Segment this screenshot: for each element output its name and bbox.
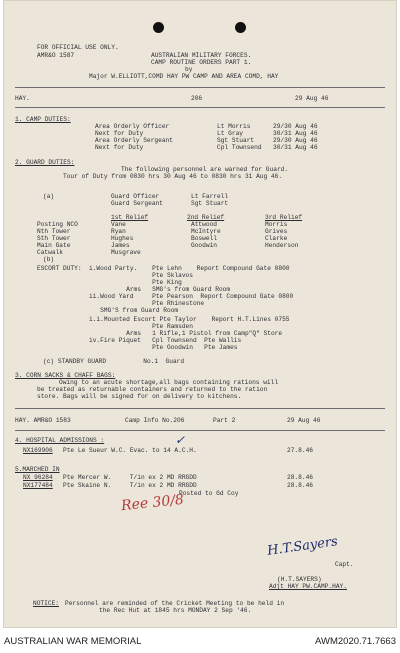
escort-line: SMG'S from Guard Room bbox=[89, 307, 179, 314]
divider bbox=[15, 430, 385, 431]
duty-name: Lt Morris bbox=[217, 123, 251, 130]
marched-date: 28.8.46 bbox=[287, 474, 313, 481]
marched-entry: Pte Skaine N. T/in ex 2 MD RRGDD bbox=[63, 482, 197, 489]
relief-header: 3rd Relief bbox=[265, 214, 303, 221]
signature-rank: Capt. bbox=[335, 561, 354, 568]
divider bbox=[15, 107, 385, 108]
guard-officer: Lt Farrell bbox=[191, 193, 229, 200]
marched-entry: Pte Mercer W. T/in ex 2 MD RRGDD bbox=[63, 474, 197, 481]
section-a-label: (a) bbox=[43, 193, 55, 200]
divider bbox=[15, 408, 385, 409]
standby-guard: (c) STANDBY GUARD No.1 Guard bbox=[43, 358, 185, 365]
escort-line: Arms 1 Rifle,1 Pistol from Camp"Q" Store bbox=[89, 330, 283, 337]
duty-role: Next for Duty bbox=[95, 130, 144, 137]
hospital-heading: 4. HOSPITAL ADMISSIONS : bbox=[15, 437, 105, 444]
marched-number: NX 96284 bbox=[23, 474, 53, 481]
commander-line: Major W.ELLIOTT,COMD HAY PW CAMP AND AREA COMD, HAY bbox=[89, 73, 279, 80]
guard-tour: Tour of Duty from 0830 hrs 30 Aug 46 to 0830 hrs 31 Aug 46. bbox=[63, 173, 283, 180]
header-place: HAY. bbox=[15, 95, 30, 102]
escort-line: Pte Rhinestone bbox=[89, 300, 205, 307]
duty-role: Area Orderly Sergeant bbox=[95, 137, 173, 144]
notice-line: the Rec Hut at 1845 hrs MONDAY 2 Sep '46. bbox=[99, 607, 252, 614]
relief-3-name: Grives bbox=[265, 228, 288, 235]
footer-accession: AWM2020.71.7663 bbox=[315, 636, 396, 647]
header-date: 29 Aug 46 bbox=[295, 95, 329, 102]
document-page bbox=[3, 0, 397, 628]
camp-duties-heading: 1. CAMP DUTIES: bbox=[15, 116, 71, 123]
guard-post: Catwalk bbox=[37, 249, 63, 256]
notice-line: Personnel are reminded of the Cricket Meeting to be held in bbox=[65, 600, 285, 607]
divider bbox=[15, 87, 385, 88]
duty-dates: 30/31 Aug 46 bbox=[273, 144, 318, 151]
hospital-number: NX169906 bbox=[23, 447, 53, 454]
marched-number: NX177484 bbox=[23, 482, 53, 489]
relief-3-name: Morris bbox=[265, 221, 288, 228]
escort-duty-label: ESCORT DUTY: bbox=[37, 265, 82, 272]
guard-post: Main Gate bbox=[37, 242, 71, 249]
relief-2-name: Attwood bbox=[191, 221, 217, 228]
guard-sergeant-label: Guard Sergeant bbox=[111, 200, 163, 207]
relief-2-name: McIntyre bbox=[191, 228, 221, 235]
escort-line: Pte King bbox=[89, 279, 182, 286]
guard-intro: The following personnel are warned for Guard. bbox=[121, 166, 289, 173]
guard-post: Nth Tower bbox=[37, 228, 71, 235]
duty-name: Lt Gray bbox=[217, 130, 243, 137]
notice-label: NOTICE: bbox=[33, 600, 59, 607]
marched-in-heading: 5.MARCHED IN bbox=[15, 466, 60, 473]
duty-dates: 30/31 Aug 46 bbox=[273, 130, 318, 137]
duty-dates: 29/30 Aug 46 bbox=[273, 137, 318, 144]
relief-header: 2nd Relief bbox=[187, 214, 225, 221]
escort-line: Pte Sklavos bbox=[89, 272, 193, 279]
relief-3-name: Henderson bbox=[265, 242, 299, 249]
escort-line: iv.Fire Piquet Cpl Townsend Pte Wallis bbox=[89, 337, 242, 344]
footer-institution: AUSTRALIAN WAR MEMORIAL bbox=[4, 636, 142, 647]
corn-sacks-line: be treated as returnable containers and returned to the ration bbox=[37, 386, 268, 393]
official-use-label: FOR OFFICIAL USE ONLY. bbox=[37, 44, 119, 51]
posted-to: Posted to Gd Coy bbox=[179, 490, 239, 497]
marched-date: 28.8.46 bbox=[287, 482, 313, 489]
corn-sacks-line: Owing to an acute shortage,all bags containing rations will bbox=[59, 379, 279, 386]
check-mark: ✓ bbox=[175, 433, 186, 447]
signature-name: (H.T.SAYERS) bbox=[277, 576, 322, 583]
signature-scrawl: H.T.Sayers bbox=[266, 534, 339, 559]
escort-line: Pte Ramsden bbox=[89, 323, 193, 330]
corn-sacks-line: store. Bags will be signed for on delivery to kitchens. bbox=[37, 393, 242, 400]
escort-line: Arms SMG's from Guard Room bbox=[89, 286, 231, 293]
duty-dates: 29/30 Aug 46 bbox=[273, 123, 318, 130]
part2-title: Camp Info No.206 bbox=[125, 417, 185, 424]
header-number: 206 bbox=[191, 95, 203, 102]
guard-officer-label: Guard Officer bbox=[111, 193, 160, 200]
part2-date: 29 Aug 46 bbox=[287, 417, 321, 424]
duty-role: Next for Duty bbox=[95, 144, 144, 151]
hospital-date: 27.8.46 bbox=[287, 447, 313, 454]
red-annotation: Ree 30/8 bbox=[120, 491, 185, 515]
duty-name: Cpl Townsend bbox=[217, 144, 262, 151]
guard-post: Sth Tower bbox=[37, 235, 71, 242]
escort-line: ii.Wood Yard Pte Pearson Report Compound Gate 0800 bbox=[89, 293, 294, 300]
escort-line: i.Wood Party. Pte Lehn Report Compound Gate 0800 bbox=[89, 265, 290, 272]
orders-title: CAMP ROUTINE ORDERS PART 1. bbox=[151, 59, 252, 66]
relief-1-name: Ryan bbox=[111, 228, 126, 235]
relief-2-name: Goodwin bbox=[191, 242, 217, 249]
part2-ref: HAY. AMR&O 1583 bbox=[15, 417, 71, 424]
guard-duties-heading: 2. GUARD DUTIES: bbox=[15, 159, 75, 166]
part2-label: Part 2 bbox=[213, 417, 236, 424]
section-b-label: (b) bbox=[43, 256, 55, 263]
duty-role: Area Orderly Officer bbox=[95, 123, 170, 130]
escort-line: i.i.Mounted Escort Pte Taylor Report H.T.Lines 0755 bbox=[89, 316, 290, 323]
relief-2-name: Boswell bbox=[191, 235, 217, 242]
signature-title: Adjt HAY PW.CAMP.HAY. bbox=[269, 583, 347, 590]
relief-3-name: Clarke bbox=[265, 235, 288, 242]
relief-header: 1st Relief bbox=[111, 214, 149, 221]
relief-1-name: Musgrave bbox=[111, 249, 141, 256]
escort-line: Pte Goodwin Pte James bbox=[89, 344, 238, 351]
archive-footer bbox=[0, 628, 400, 653]
header-ref: AMR&O 1587 bbox=[37, 52, 75, 59]
guard-post: Posting NCO bbox=[37, 221, 78, 228]
relief-1-name: Vane bbox=[111, 221, 126, 228]
duty-name: Sgt Stuart bbox=[217, 137, 255, 144]
orders-document bbox=[3, 0, 397, 628]
by-label: by bbox=[185, 66, 193, 73]
relief-1-name: James bbox=[111, 242, 130, 249]
force-title: AUSTRALIAN MILITARY FORCES. bbox=[151, 52, 252, 59]
relief-1-name: Hughes bbox=[111, 235, 134, 242]
guard-sergeant: Sgt Stuart bbox=[191, 200, 229, 207]
corn-sacks-heading: 3. CORN SACKS & CHAFF BAGS: bbox=[15, 372, 116, 379]
hospital-entry: Pte Le Sueur W.C. Evac. to 14 A.C.H. bbox=[63, 447, 197, 454]
